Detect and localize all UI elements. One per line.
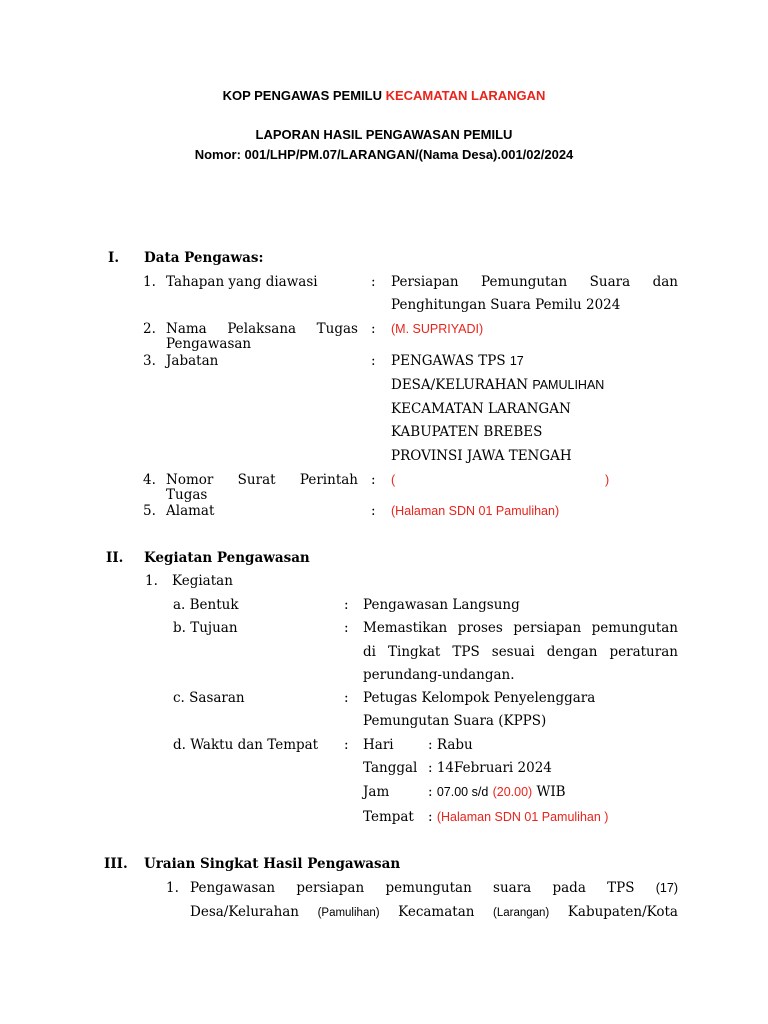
- tempat-text: (Halaman SDN 01 Pamulihan ): [436, 810, 609, 824]
- section2-sub-title: Kegiatan: [172, 573, 233, 589]
- word: pemungutan: [385, 880, 472, 896]
- word: peraturan: [609, 644, 678, 660]
- section2-num: II.: [106, 550, 124, 566]
- tujuan-line2: [363, 644, 678, 660]
- item3-colon: :: [371, 353, 376, 369]
- tujuan-colon: :: [344, 620, 349, 636]
- item2-value: (M. SUPRIYADI): [391, 322, 484, 336]
- jam-value: [428, 784, 566, 800]
- word: TPS: [607, 880, 635, 896]
- word: persiapan: [296, 880, 365, 896]
- item2-label-line1: [166, 321, 358, 337]
- item3-value-line2: [391, 377, 604, 393]
- item4-num: 4.: [143, 472, 156, 488]
- item4-label-line2: Tugas: [166, 487, 208, 503]
- section2-sub-num: 1.: [145, 573, 158, 589]
- jam-colon: :: [428, 784, 437, 800]
- jam-label: Jam: [363, 784, 390, 800]
- item4-colon: :: [371, 472, 376, 488]
- item3-value-line5: PROVINSI JAWA TENGAH: [391, 448, 572, 464]
- word: pada: [552, 880, 586, 896]
- tanggal-label: Tanggal: [363, 760, 418, 776]
- item1-label: Tahapan yang diawasi: [166, 274, 318, 290]
- item4-value-close: ): [605, 473, 610, 487]
- word: Surat: [237, 472, 276, 488]
- item3-value-line4: KABUPATEN BREBES: [391, 424, 543, 440]
- item3-num: 3.: [143, 353, 156, 369]
- word: Kecamatan: [398, 904, 475, 920]
- waktu-label: d. Waktu dan Tempat: [173, 737, 319, 753]
- section3-line2: [190, 904, 678, 920]
- section3-title: Uraian Singkat Hasil Pengawasan: [144, 856, 401, 872]
- kop-prefix: KOP PENGAWAS PEMILU: [222, 88, 386, 103]
- section1-num: I.: [108, 250, 120, 266]
- hari-value: : Rabu: [428, 737, 473, 753]
- tujuan-line3: perundang-undangan.: [363, 667, 515, 683]
- section3-line1: [190, 880, 678, 896]
- jabatan-text: DESA/KELURAHAN: [391, 377, 533, 393]
- bentuk-label: a. Bentuk: [173, 597, 239, 613]
- tujuan-label: b. Tujuan: [173, 620, 238, 636]
- tanggal-value: : 14Februari 2024: [428, 760, 552, 776]
- word: sesuai: [491, 644, 535, 660]
- jam-start: 07.00 s/d: [436, 785, 489, 799]
- sasaran-label: c. Sasaran: [173, 690, 245, 706]
- word: Pemungutan: [481, 274, 568, 290]
- word: suara: [493, 880, 532, 896]
- word: Pelaksana: [227, 321, 297, 337]
- bentuk-colon: :: [344, 597, 349, 613]
- kecamatan-name: (Larangan): [493, 907, 550, 919]
- item2-label-line2: Pengawasan: [166, 336, 252, 352]
- item5-label: Alamat: [166, 503, 215, 519]
- section1-title: Data Pengawas:: [144, 250, 264, 266]
- item3-value-line1: [391, 353, 524, 369]
- item2-num: 2.: [143, 321, 156, 337]
- item1-value-line2: Penghitungan Suara Pemilu 2024: [391, 297, 621, 313]
- section3-item-num: 1.: [166, 880, 179, 896]
- item4-value-open: (: [391, 473, 396, 487]
- item5-num: 5.: [143, 503, 156, 519]
- tempat-value: [428, 809, 608, 825]
- word: persiapan: [513, 620, 582, 636]
- item3-label: Jabatan: [166, 353, 219, 369]
- item1-value-line1: [391, 274, 678, 290]
- hari-label: Hari: [363, 737, 394, 753]
- report-number: Nomor: 001/LHP/PM.07/LARANGAN/(Nama Desa).001/02/2024: [194, 147, 574, 162]
- jabatan-text: PENGAWAS TPS: [391, 353, 510, 369]
- word: Memastikan: [363, 620, 448, 636]
- report-title: LAPORAN HASIL PENGAWASAN PEMILU: [255, 127, 513, 142]
- desa-name: (Pamulihan): [317, 907, 380, 919]
- item2-colon: :: [371, 321, 376, 337]
- sasaran-line1: Petugas Kelompok Penyelenggara: [363, 690, 596, 706]
- section2-title: Kegiatan Pengawasan: [144, 550, 310, 566]
- item5-value: (Halaman SDN 01 Pamulihan): [391, 504, 560, 518]
- word: proses: [457, 620, 503, 636]
- word: Suara: [589, 274, 631, 290]
- word: Tingkat: [388, 644, 441, 660]
- word: dengan: [546, 644, 598, 660]
- word: Kabupaten/Kota: [567, 904, 678, 920]
- jam-wib: WIB: [532, 784, 566, 800]
- sasaran-line2: Pemungutan Suara (KPPS): [363, 713, 547, 729]
- word: Tugas: [316, 321, 358, 337]
- section3-num: III.: [104, 856, 128, 872]
- tempat-label: Tempat: [363, 809, 414, 825]
- item3-value-line3: KECAMATAN LARANGAN: [391, 401, 571, 417]
- word: Perintah: [299, 472, 358, 488]
- tps-number: (17): [655, 881, 678, 895]
- word: pemungutan: [591, 620, 678, 636]
- kop-kecamatan: KECAMATAN LARANGAN: [385, 88, 546, 103]
- sasaran-colon: :: [344, 690, 349, 706]
- item1-num: 1.: [143, 274, 156, 290]
- word: Persiapan: [391, 274, 459, 290]
- tempat-colon: :: [428, 809, 437, 825]
- waktu-colon: :: [344, 737, 349, 753]
- word: Pengawasan: [190, 880, 276, 896]
- tujuan-line1: [363, 620, 678, 636]
- word: Nama: [166, 321, 207, 337]
- item1-colon: :: [371, 274, 376, 290]
- desa-name: PAMULIHAN: [532, 378, 605, 392]
- jam-end: (20.00): [492, 785, 533, 799]
- word: di: [363, 644, 376, 660]
- item4-label-line1: [166, 472, 358, 488]
- word: Desa/Kelurahan: [190, 904, 300, 920]
- word: dan: [652, 274, 678, 290]
- item5-colon: :: [371, 503, 376, 519]
- bentuk-value: Pengawasan Langsung: [363, 597, 520, 613]
- word: TPS: [452, 644, 480, 660]
- word: Nomor: [166, 472, 214, 488]
- tps-number: 17: [509, 354, 524, 368]
- kop-header: [0, 88, 768, 103]
